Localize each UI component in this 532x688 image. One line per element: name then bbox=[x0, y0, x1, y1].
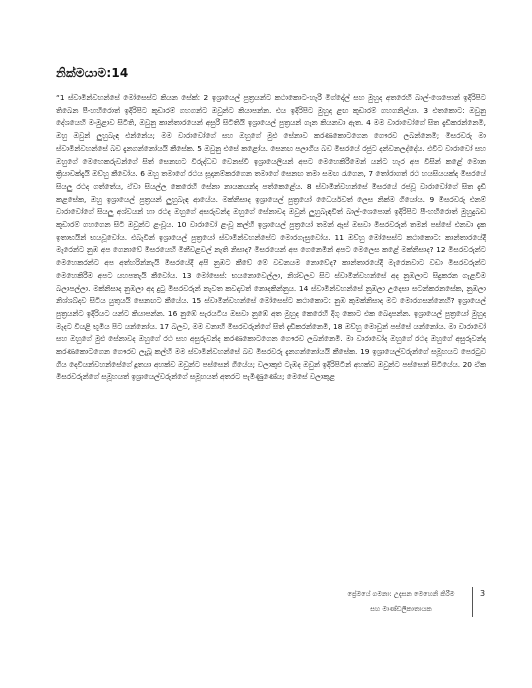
page-footer bbox=[340, 589, 490, 629]
chapter-heading: නික්මයාම:14 bbox=[56, 66, 129, 80]
footer-subtitle: සහ මාණ්ඩලිකාතායක bbox=[370, 605, 432, 613]
footer-divider bbox=[472, 587, 473, 617]
page-number: 3 bbox=[480, 589, 486, 598]
scripture-body: “1 ස්වාමින්වහන්සේ මෝසෙස්ට කියන සේක්: 2 ඉශ්‍රායෙල් පුත්‍රයන්ට කථාකොට-හැරී මිග්දෝල් සහ මුහුද අතරෙහි බාල්-ශෙපොන් ඉදිරිපිට තිබෙන පී-හහිරොත් ඉදිරිපිට කූඩාරම් ගහගන්ට ඔවුන්ට කියාපන්න. එය ඉදිරිපිට මුහුද ළඟ කූඩාරම් ගහගනිල්යා. 3 එතකොට: ඔවුනු දේශයෙහි මංමුළාව සිටිති, ඔවුනු කාන්තාරයෙන් අසුරී සිටිතියි ඉශ්‍රායෙල් පුත්‍රයන් ගැන කියනවා ඇත. 4 මම වාරාවෝගේ සිත දැඩිකරන්නෙමි, ඔහු ඔවුන් ලුහුබැඳ එන්නේය; මම වාරාවෝගේ සහ ඔහුගේ මුළු සේනාව කරණකොටගෙන ගෞරව ලබන්නෙමි; මිසරවරු මා ස්වාමීන්වහන්සේ බව දැනගන්නෝයයි කීසේක. 5 ඔවුනු එසේ කළෝය. සෙනඟ පලාගිය බව මිසරයේ රජුට දන්වනලද්දේය. එවිට වාරාවෝ සහ ඔහුගේ මෙහෙකරුවන්ගේ සිත් සෙනඟට විරුද්ධව වෙනස්වී ඉශ්‍රායෙලියන් අපට මෙහෙකිරීමෙන් යන්ට හැර අප විසින් කළේ මොන ක්‍රියාවක්දැයි ඔව්හු කීවෝය. 6 ඔහු තමාගේ රථය සූදානම්කරගෙන තමාගේ සෙනඟ තමා සමඟ රැගෙන, 7 තෝරාගත් රථ හයසියයක්ද මිසරයේ සියලු රථද ගත්තේය, ඒවා සියල්ල කෙරෙහි සේනා නායකයන්ද පත්කෙළේය. 8 ස්වාමින්වහන්සේ මිසරයේ රජවූ වාරාවෝගේ සිත දැඩි කළසේක, ඔහු ඉශ්‍රායෙල් පුත්‍රයන් ලුහුබැඳ ආයේය. මක්නිසාද ඉශ්‍රායෙල් පුත්‍රයෝ ධෛර්යවත් ලෙස නික්ම ගියෝය. 9 මිසරවරු එනම් වාරාවෝගේ සියලු අශ්වයන් හා රථද ඔහුගේ අසරුවන්ද ඔහුගේ සේනාවද ඔවුන් ලුහුබැඳවිත් බාල්-ශෙපොන් ඉදිරිපිට පී-හහිරොත් මුහුදුබඩ කූඩාරම් ගහගෙන සිටි ඔවුන්ට ළංවූය. 10 වාරාවෝ ළංවූ කල්හි ඉශ්‍රායෙල් පුත්‍රයෝ තමන් ඇස් ඔසවා මිසරවරුන් තමන් පස්සේ එනවා දැක ඉතාභයින් භයවූවෝය. එබැවින් ඉශ්‍රායෙල් පුත්‍රයෝ ස්වාමීන්වහන්සේට මොරගැසුවෝය. 11 ඔව්හු මෝසෙස්ට කථාකොට: කාන්තාරයේදී මැරෙන්ට නුඹ අප ගෙනාවේ මිසරයෙහි මිනීවළවල් නැති නිසාද? මිසරයෙන් අප ගෙනෙමින් අපට මෙලෙස කළේ මක්නිසාද? 12 මිසරවරුන්ට මෙහෙකරන්ට අප අත්හරින්නැයි මිසරයේදී අපි නුඹට කීවේ මේ වචනයම නොවේද? කාන්තාරයේදී මැරෙනවාට වඩා මිසරවරුන්ට මෙහෙකිරීම අපට යහපතැයි කීවෝය. 13 මෝසෙස්: භයනොවෙල්ලා, නිශ්චලව සිට ස්වාමින්වහන්සේ අද නුඹලාට සිදුකරන ගැළවීම බලාපල්ලා. මක්නිසාද නුඹලා අද දුටු මිසරවරුන් නැවත කවදාවත් නොදකින්නුය. 14 ස්වාමින්වහන්සේ නුඹලා උදෙසා සටන්කරනසේක, නුඹලා නිශ්ශබ්දව සිටිය යුතුයයි සෙනඟට කීයේය. 15 ස්වාමින්වහන්සේ මෝසෙස්ට කථාකොට: නුඹ කුමක්නිසාද මට මොරගසන්නෙහි? ඉශ්‍රායෙල් පුත්‍රයන්ට ඉදිරියට යන්ට කියාපන්න. 16 නුඹේ සැරයටිය ඔසවා නුඹේ අත මුහුද කෙරෙහි දිගු කොට එක බෙදාපන්න. ඉශ්‍රායෙල් පුත්‍රයෝ මුහුද මැදට වියළි භූමිය පිට යන්නෝය. 17 බලව, මම වනාහි මිසරවරුන්ගේ සිත් දැඩිකරන්නෙමි, 18 ඔව්හු මොවුන් පස්සේ යන්නෝය. මා වාරාවෝ සහ ඔහුගේ මුළු සේනාවද ඔහුගේ රථ සහ අසුරුවන්ද කරණකොටගෙන ගෞරව ලබන්නෙමි. මා වාරාවෝද ඔහුගේ රථද ඔහුගේ අසුරුවන්ද කරණකොටගෙන ගෞරව ලැබූ කල්හි මම ස්වාමීන්වහන්සේ බව මිසරවරු දැනගන්නෝයයි කීසේක. 19 ඉශ්‍රායෙල්වරුන්ගේ සමූහයට පෙරටුව ගිය දෙවියන්වහන්සේගේ දූතයා අහක්ව ඔවුන්ට පස්සෙන් ගියේය; වලාකුළු ටැඹද ඔවුන් ඉදිරිපිටින් අහක්ව ඔවුන්ට පස්සෙන් සිටියේය. 20 ඒක මිසරවරුන්ගේ සමූහයත් ඉශ්‍රායෙල්වරුන්ගේ සමූහයත් අතරට පැමිණුණේය; මෙසේ වලාකුළ bbox=[56, 93, 489, 382]
footer-title: ප්‍රේමයේ ගමනා: උදැසන මෙහෙනි කිරීම bbox=[347, 590, 455, 598]
